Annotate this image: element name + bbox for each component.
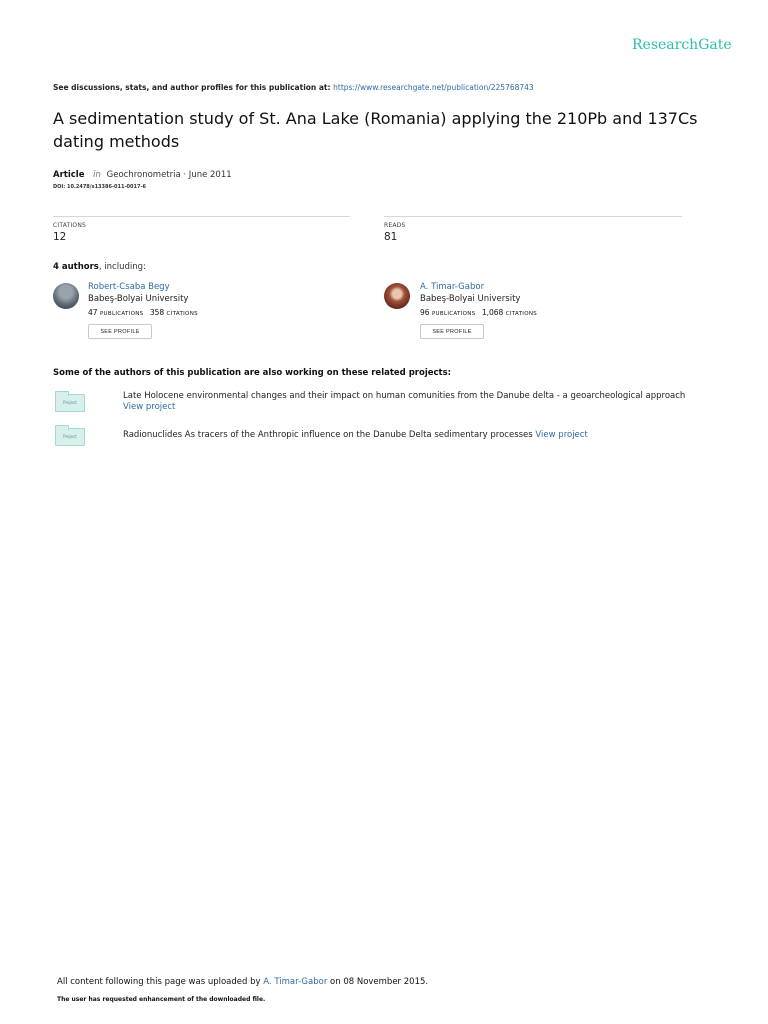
publication-url-link[interactable]: https://www.researchgate.net/publication/225768743 bbox=[333, 83, 534, 92]
publication-title: A sedimentation study of St. Ana Lake (Romania) applying the 210Pb and 137Cs dating methods bbox=[53, 109, 698, 151]
authors-heading bbox=[53, 262, 146, 272]
reads-count: 81 bbox=[384, 231, 398, 243]
project-item bbox=[123, 391, 713, 413]
folder-tab bbox=[55, 425, 69, 430]
view-project-link[interactable]: View project bbox=[535, 430, 588, 440]
author-citations-label: CITATIONS bbox=[166, 311, 198, 317]
author-name-link[interactable]: A. Timar-Gabor bbox=[420, 282, 485, 292]
author-citations-count: 1,068 bbox=[481, 308, 504, 317]
project-title: Radionuclides As tracers of the Anthropic influence on the Danube Delta sedimentary processes bbox=[123, 430, 533, 440]
author-stats bbox=[88, 308, 202, 317]
author-citations-count: 358 bbox=[149, 308, 165, 317]
doi: DOI: 10.2478/s13386-011-0017-6 bbox=[53, 184, 147, 190]
author-avatar[interactable] bbox=[384, 283, 410, 309]
author-institution: Babeş-Bolyai University bbox=[88, 294, 189, 304]
citations-label: CITATIONS bbox=[53, 222, 87, 229]
citations-divider bbox=[53, 216, 350, 217]
author-publications-count: 47 bbox=[88, 308, 98, 317]
author-name-link[interactable]: Robert-Csaba Begy bbox=[88, 282, 170, 292]
authors-suffix: , including: bbox=[98, 262, 146, 272]
project-folder-icon[interactable] bbox=[55, 428, 85, 446]
upload-info bbox=[57, 977, 428, 987]
project-icon-label: Project bbox=[63, 400, 77, 405]
researchgate-logo[interactable]: ResearchGate bbox=[632, 37, 732, 53]
see-profile-button[interactable]: SEE PROFILE bbox=[88, 324, 152, 339]
project-item bbox=[123, 430, 713, 441]
folder-tab bbox=[55, 391, 69, 396]
in-word: in bbox=[93, 170, 101, 180]
upload-prefix: All content following this page was uploaded by bbox=[57, 977, 261, 987]
uploader-link[interactable]: A. Timar-Gabor bbox=[263, 977, 328, 987]
author-stats bbox=[420, 308, 541, 317]
journal-date: Geochronometria · June 2011 bbox=[106, 170, 232, 180]
authors-count: 4 authors bbox=[53, 262, 99, 272]
project-folder-icon[interactable] bbox=[55, 394, 85, 412]
author-citations-label: CITATIONS bbox=[505, 311, 538, 317]
author-publications-count: 96 bbox=[420, 308, 430, 317]
author-publications-label: PUBLICATIONS bbox=[431, 311, 476, 317]
author-publications-label: PUBLICATIONS bbox=[99, 311, 144, 317]
upload-suffix: on 08 November 2015. bbox=[330, 977, 429, 987]
citations-count: 12 bbox=[53, 231, 67, 243]
see-profile-button[interactable]: SEE PROFILE bbox=[420, 324, 484, 339]
enhancement-note: The user has requested enhancement of the downloaded file. bbox=[57, 996, 266, 1003]
projects-heading: Some of the authors of this publication are also working on these related projects: bbox=[53, 368, 452, 378]
article-type: Article bbox=[53, 170, 85, 180]
publication-meta bbox=[53, 170, 232, 180]
discussions-prefix: See discussions, stats, and author profiles for this publication at: bbox=[53, 83, 331, 92]
author-institution: Babeş-Bolyai University bbox=[420, 294, 521, 304]
discussions-line bbox=[53, 83, 534, 92]
reads-divider bbox=[384, 216, 682, 217]
author-avatar[interactable] bbox=[53, 283, 79, 309]
reads-label: READS bbox=[384, 222, 406, 229]
project-title: Late Holocene environmental changes and their impact on human comunities from the Danube delta - a geoarcheological approach bbox=[123, 391, 686, 401]
project-icon-label: Project bbox=[63, 434, 77, 439]
view-project-link[interactable]: View project bbox=[123, 402, 176, 412]
